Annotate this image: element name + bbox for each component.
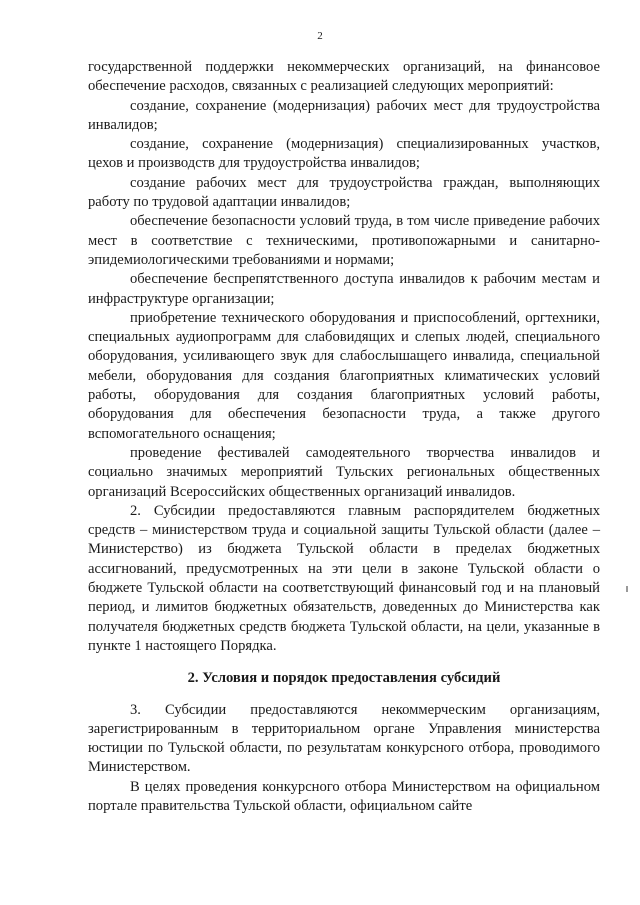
list-item-accessibility: обеспечение беспрепятственного доступа инвалидов к рабочим местам и инфраструктуре организации; [88,271,600,307]
paragraph-clause-3: 3. Субсидии предоставляются некоммерческим организациям, зарегистрированным в территориальном органе Управления министерства юстиции по Тульской области, по результатам конкурсного отбора, проводимого Министерством. [88,701,600,776]
list-item-equipment-purchase: приобретение технического оборудования и приспособлений, оргтехники, специальных аудиопрограмм для слабовидящих и слепых людей, специального оборудования, усиливающего звук для слабослышащего инвалида, специальной мебели, оборудования для создания благоприятных климатических условий работы, оборудования для создания благоприятных условий работы, оборудования для обеспечения безопасности труда, а также другого вспомогательного оснащения; [88,309,600,442]
list-item-work-safety: обеспечение безопасности условий труда, в том числе приведение рабочих мест в соответствие с техническими, противопожарными и санитарно-эпидемиологическими требованиями и нормами; [88,213,600,268]
list-item-job-creation: создание, сохранение (модернизация) рабочих мест для трудоустройства инвалидов; [88,97,600,133]
paragraph-continuation: государственной поддержки некоммерческих организаций, на финансовое обеспечение расходов, связанных с реализацией следующих мероприятий: [88,59,600,95]
page-number: 2 [317,30,323,42]
document-body [88,58,600,816]
list-item-adaptation-jobs: создание рабочих мест для трудоустройства граждан, выполняющих работу по трудовой адаптации инвалидов; [88,174,600,211]
section-heading: 2. Условия и порядок предоставления субсидий [187,670,501,687]
list-item-specialized-sections: создание, сохранение (модернизация) специализированных участков, цехов и производств для трудоустройства инвалидов; [88,136,600,172]
paragraph-clause-2: 2. Субсидии предоставляются главным распорядителем бюджетных средств – министерством труда и социальной защиты Тульской области (далее – Министерство) из бюджета Тульской области в пределах бюджетных ассигнований, предусмотренных на эти цели в законе Тульской области о бюджете Тульской области на соответствующий финансовый год и на плановый период, и лимитов бюджетных обязательств, доведенных до Министерства как получателя бюджетных средств бюджета Тульской области, на цели, указанные в пункте 1 настоящего Порядка. [88,502,600,654]
list-item-festivals: проведение фестивалей самодеятельного творчества инвалидов и социально значимых мероприятий Тульских региональных общественных организаций Всероссийских общественных организаций инвалидов. [88,444,600,500]
scan-margin-mark [626,586,628,592]
paragraph-selection-procedure: В целях проведения конкурсного отбора Министерством на официальном портале правительства Тульской области, официальном сайте [88,778,600,814]
